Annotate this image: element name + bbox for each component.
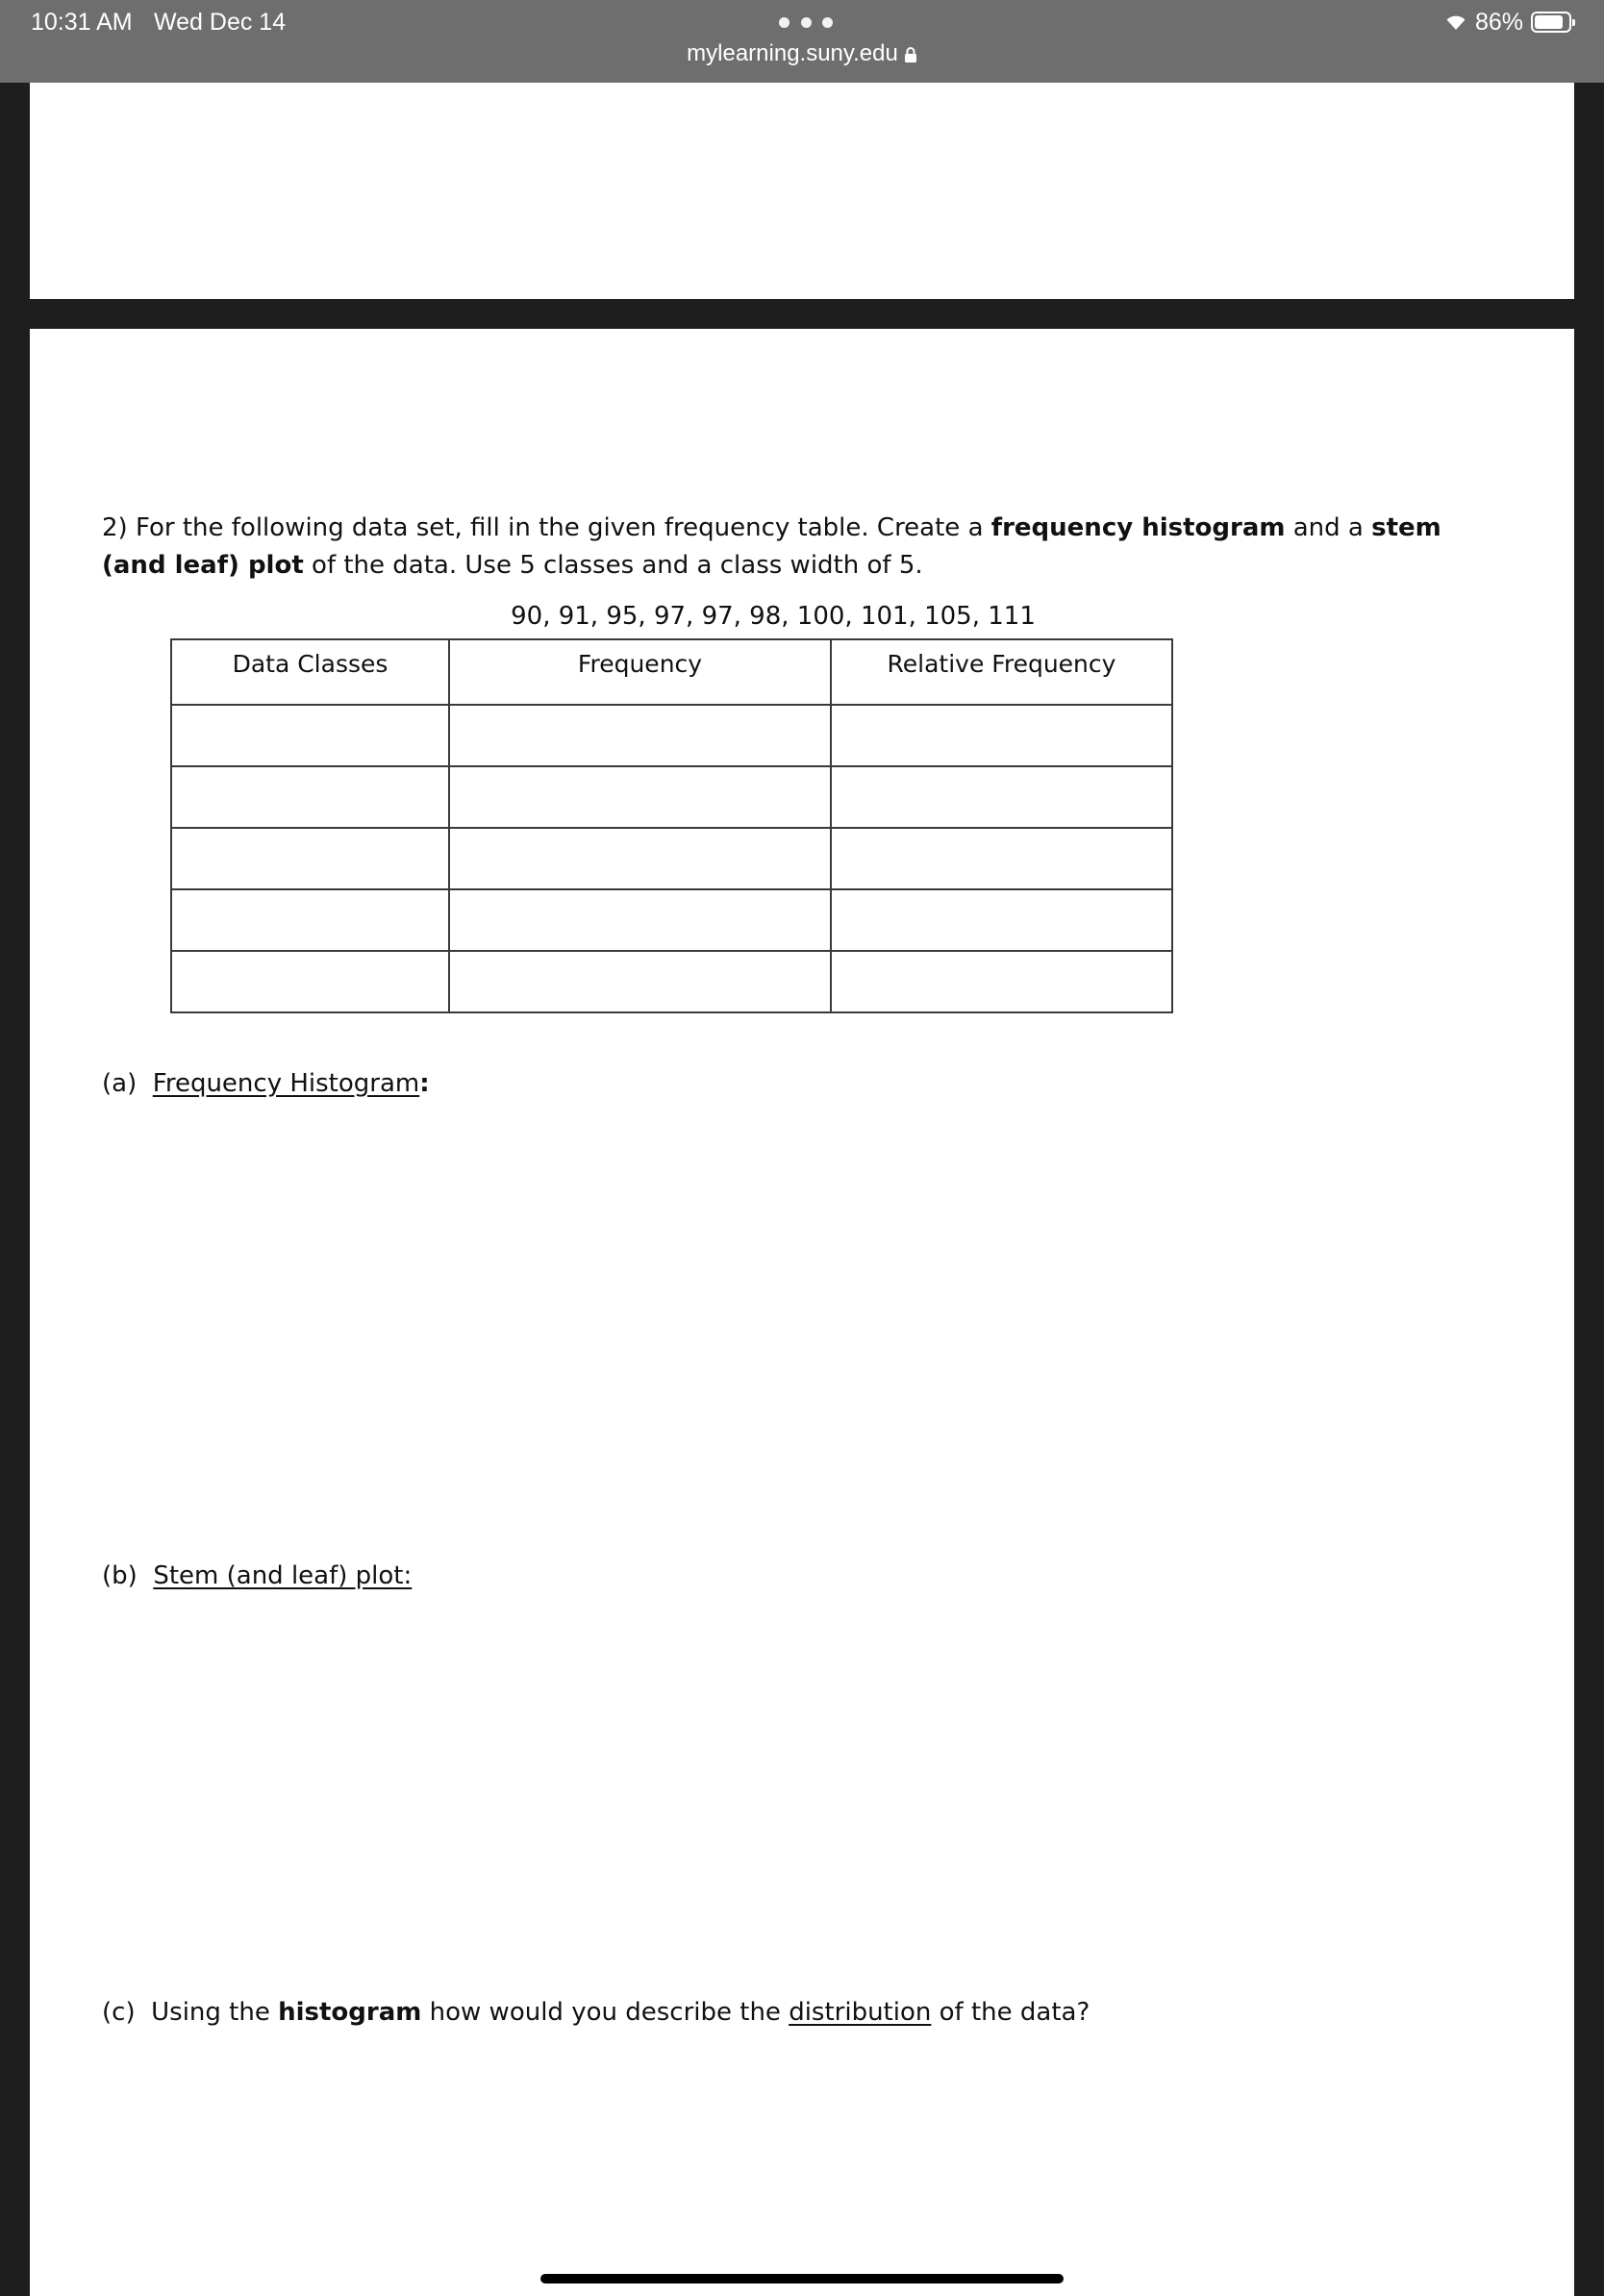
table-cell[interactable]: [831, 705, 1172, 766]
table-row: [171, 951, 1172, 1012]
part-c-bold: histogram: [278, 1998, 422, 2027]
question-bold-2: stem (and leaf) plot: [102, 513, 1441, 580]
url-text: mylearning.suny.edu: [687, 40, 898, 66]
part-c-label: (c): [102, 1998, 136, 2027]
part-a-label: (a): [102, 1069, 138, 1098]
part-a-suffix: :: [419, 1069, 430, 1098]
table-cell[interactable]: [171, 705, 449, 766]
part-c-heading: [102, 1998, 1090, 2027]
table-row: [171, 828, 1172, 889]
status-bar: [0, 0, 1604, 83]
table-cell[interactable]: [449, 705, 831, 766]
wifi-icon: [1444, 12, 1467, 32]
battery-percent: 86%: [1474, 8, 1523, 36]
table-row: [171, 705, 1172, 766]
data-set: 90, 91, 95, 97, 97, 98, 100, 101, 105, 111: [511, 602, 1036, 631]
question-text-3: of the data. Use 5 classes and a class width of 5.: [303, 551, 923, 580]
part-b-label: (b): [102, 1561, 138, 1590]
battery-icon: [1531, 12, 1571, 33]
table-cell[interactable]: [831, 889, 1172, 951]
part-a-heading: [102, 1069, 430, 1098]
table-cell[interactable]: [831, 766, 1172, 828]
table-cell[interactable]: [171, 766, 449, 828]
part-b-title: Stem (and leaf) plot:: [153, 1561, 413, 1590]
table-cell[interactable]: [171, 889, 449, 951]
status-time: 10:31 AM: [31, 9, 133, 36]
part-c-underlined: distribution: [789, 1998, 932, 2027]
document-page: [30, 329, 1574, 2296]
table-header-row: [171, 639, 1172, 705]
frequency-table: [170, 638, 1173, 1013]
document-page-previous: [30, 83, 1574, 299]
header-relative-frequency: Relative Frequency: [831, 639, 1172, 705]
table-cell[interactable]: [449, 766, 831, 828]
more-options-icon[interactable]: [779, 17, 833, 29]
table-row: [171, 766, 1172, 828]
home-indicator[interactable]: [540, 2274, 1064, 2284]
table-row: [171, 889, 1172, 951]
table-cell[interactable]: [449, 951, 831, 1012]
part-c-text-1: Using the: [151, 1998, 279, 2027]
question-number: 2): [102, 513, 128, 542]
question-bold-1: frequency histogram: [990, 513, 1286, 542]
table-cell[interactable]: [831, 951, 1172, 1012]
table-cell[interactable]: [831, 828, 1172, 889]
question-text-1: For the following data set, fill in the given frequency table. Create a: [135, 513, 991, 542]
status-date: Wed Dec 14: [154, 9, 287, 36]
table-cell[interactable]: [171, 951, 449, 1012]
table-cell[interactable]: [171, 828, 449, 889]
lock-icon: [904, 47, 917, 62]
table-cell[interactable]: [449, 889, 831, 951]
part-b-heading: [102, 1561, 412, 1590]
address-bar[interactable]: [0, 40, 1604, 67]
part-c-text-2: how would you describe the: [421, 1998, 789, 2027]
status-indicators: [1444, 8, 1571, 37]
part-c-text-3: of the data?: [931, 1998, 1090, 2027]
header-frequency: Frequency: [449, 639, 831, 705]
part-a-title: Frequency Histogram: [152, 1069, 420, 1098]
question-text-2: and a: [1285, 513, 1372, 542]
question-text: [102, 510, 1506, 585]
header-data-classes: Data Classes: [171, 639, 449, 705]
table-cell[interactable]: [449, 828, 831, 889]
